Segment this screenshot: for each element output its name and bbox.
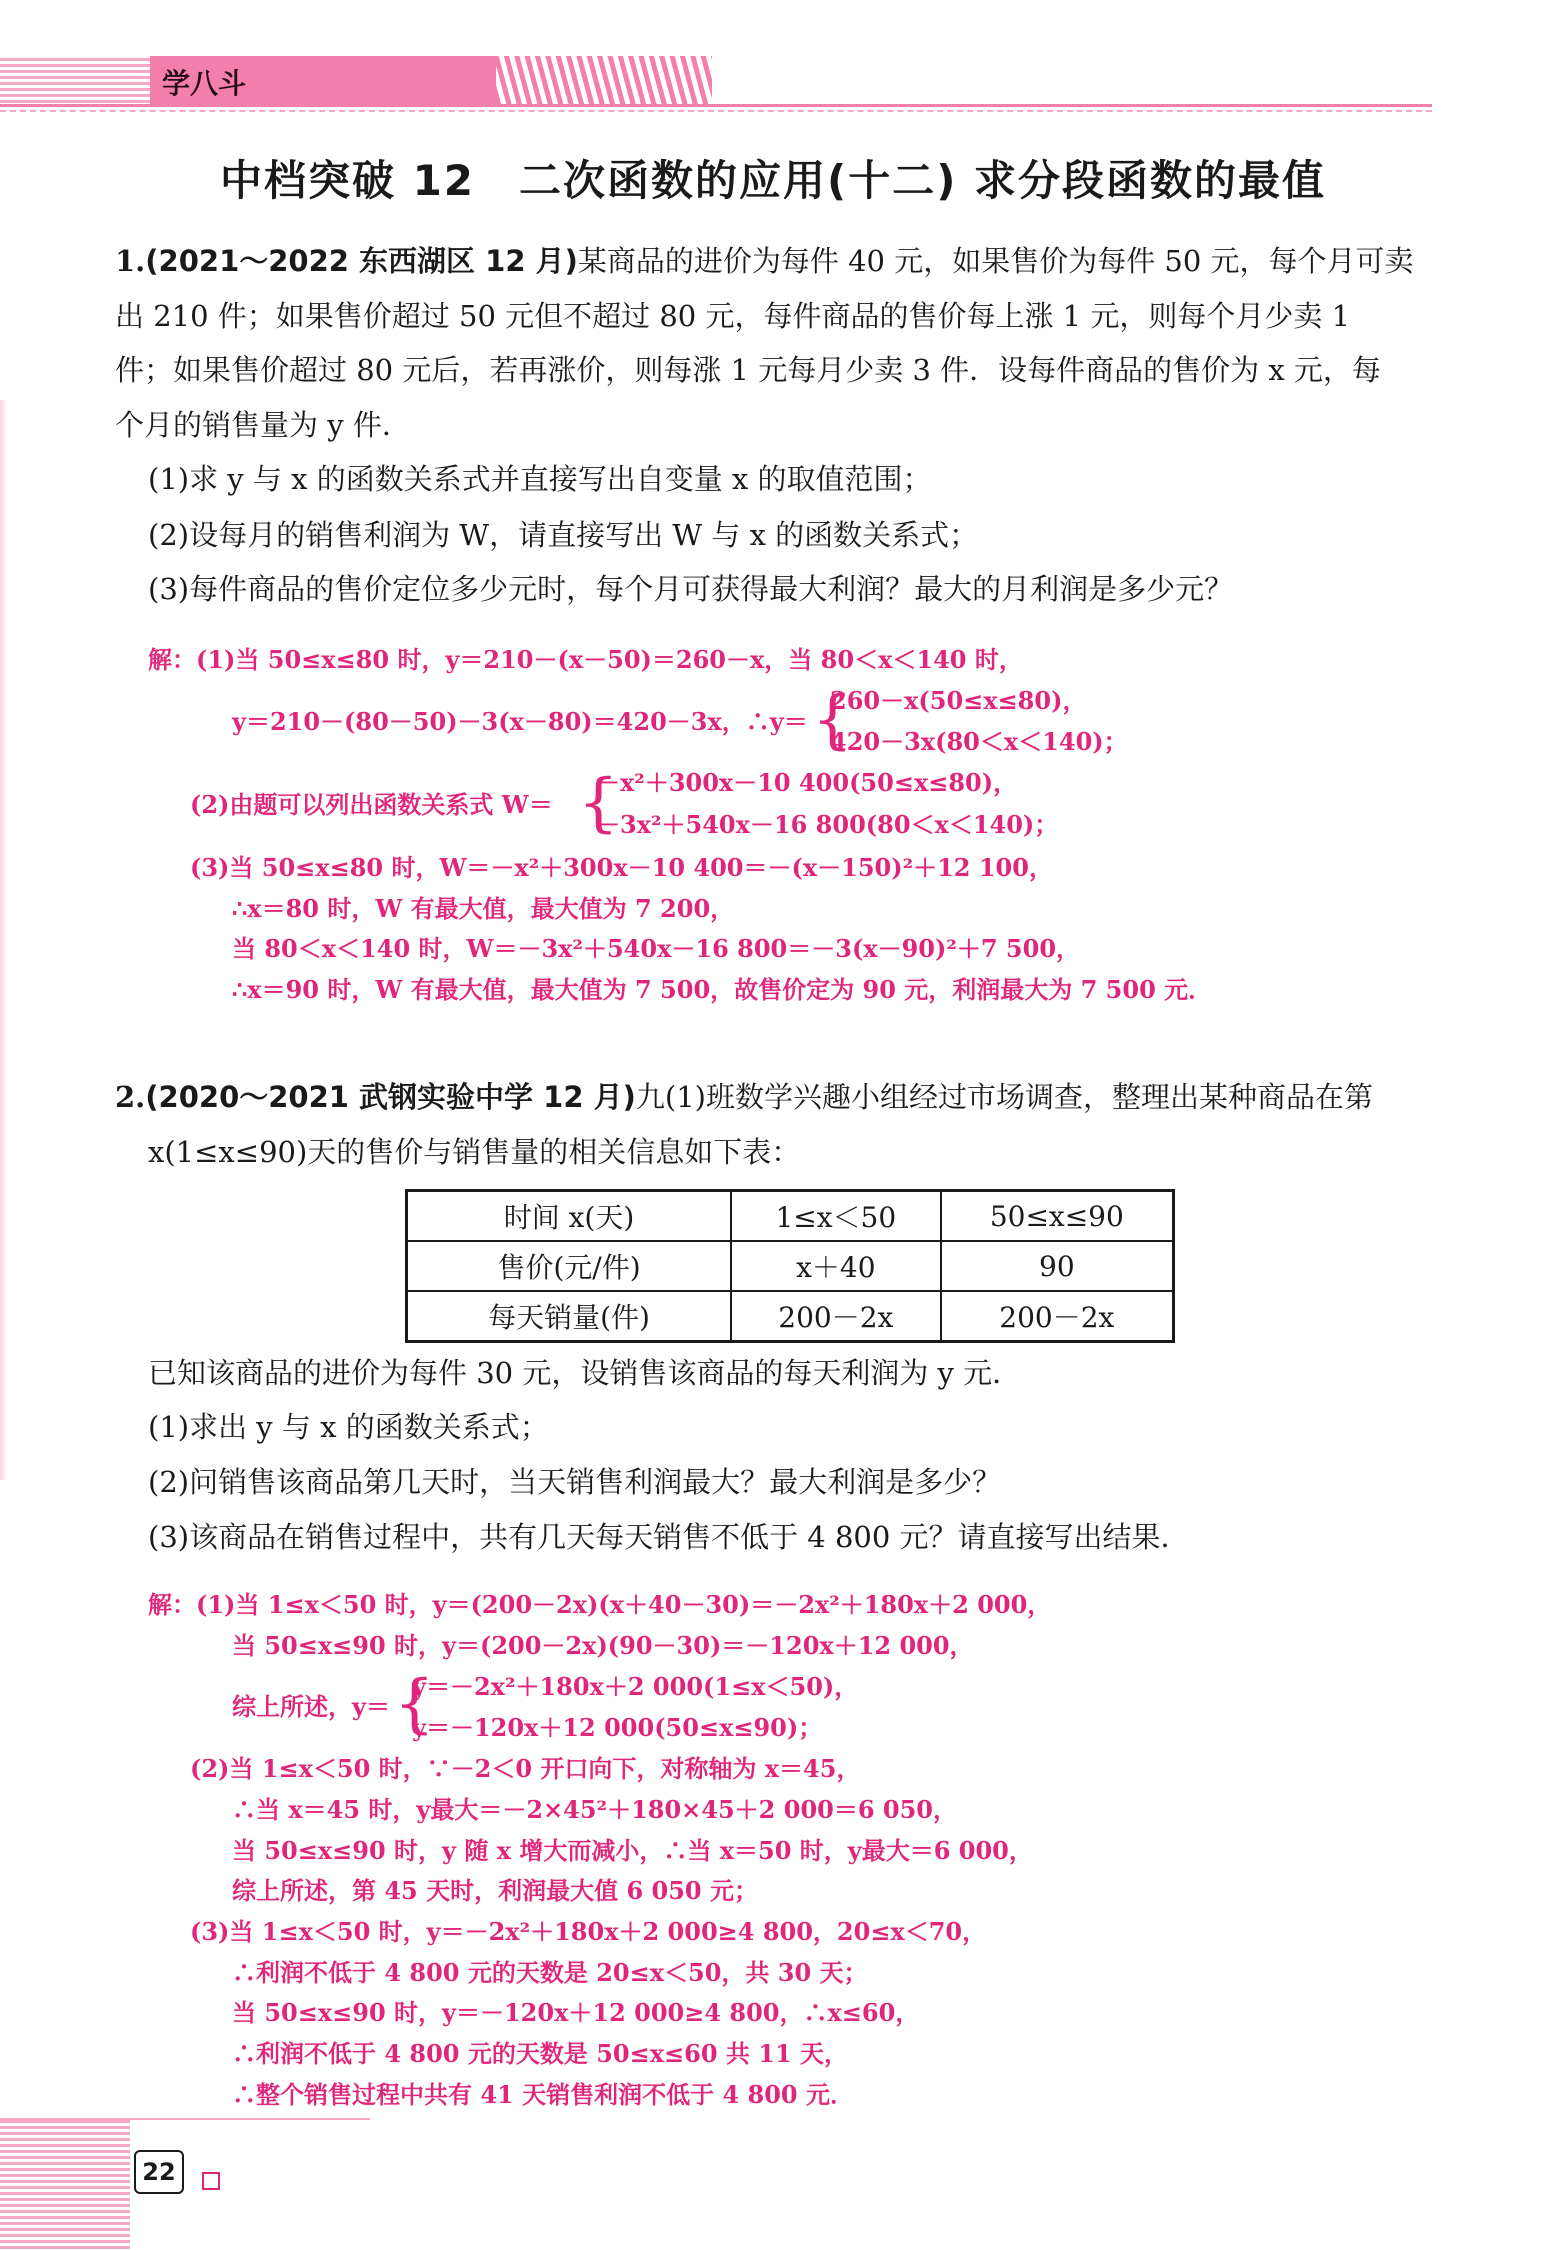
table-row xyxy=(407,1191,1174,1242)
problem2-q1: (1)求出 y 与 x 的函数关系式； xyxy=(148,1410,549,1444)
sol2-line12: ∴整个销售过程中共有 41 天销售利润不低于 4 800 元． xyxy=(232,2080,854,2109)
problem1-line4: 个月的销售量为 y 件． xyxy=(115,408,411,442)
sol1-line2: y＝210－(80－50)－3(x－80)＝420－3x，∴y＝ xyxy=(232,707,808,736)
sol2-case1: y＝－2x²＋180x＋2 000(1≤x＜50)， xyxy=(412,1672,859,1701)
problem2-line2: x(1≤x≤90)天的售价与销售量的相关信息如下表： xyxy=(148,1135,801,1169)
sol2-line6: 当 50≤x≤90 时，y 随 x 增大而减小，∴当 x＝50 时，y最大＝6 000， xyxy=(232,1836,1033,1865)
sol1-line7: ∴x＝90 时，W 有最大值，最大值为 7 500，故售价定为 90 元，利润最大为 7 500 元． xyxy=(232,975,1213,1004)
table-cell: 1≤x＜50 xyxy=(731,1191,941,1242)
problem1-source: (2021～2022 东西湖区 12 月) xyxy=(145,244,578,278)
table-cell: 200－2x xyxy=(731,1291,941,1342)
sol1-case2: 420－3x(80＜x＜140)； xyxy=(830,727,1128,756)
table-row xyxy=(407,1291,1174,1342)
sol1-case3: －x²＋300x－10 400(50≤x≤80)， xyxy=(596,768,1018,797)
sol2-line1: 解：(1)当 1≤x＜50 时，y＝(200－2x)(x＋40－30)＝－2x²＋180x＋2 000， xyxy=(148,1590,1052,1619)
table-cell: 时间 x(天) xyxy=(407,1191,732,1242)
footer-stripes xyxy=(0,2120,130,2250)
sol2-line11: ∴利润不低于 4 800 元的天数是 50≤x≤60 共 11 天， xyxy=(232,2039,849,2068)
problem1-line1 xyxy=(115,242,1435,280)
table-cell: 售价(元/件) xyxy=(407,1241,732,1291)
problem1-q1: (1)求 y 与 x 的函数关系式并直接写出自变量 x 的取值范围； xyxy=(148,462,932,496)
header-hatch xyxy=(496,56,712,104)
sol2-line4: (2)当 1≤x＜50 时，∵－2＜0 开口向下，对称轴为 x＝45， xyxy=(190,1754,861,1783)
table-cell: x＋40 xyxy=(731,1241,941,1291)
table-row xyxy=(407,1241,1174,1291)
sol2-line5: ∴当 x＝45 时，y最大＝－2×45²＋180×45＋2 000＝6 050， xyxy=(232,1795,957,1824)
table-cell: 90 xyxy=(941,1241,1174,1291)
price-volume-table xyxy=(405,1189,1175,1343)
problem1-text: 某商品的进价为每件 40 元，如果售价为每件 50 元，每个月可卖 xyxy=(577,244,1414,278)
sol2-brace: { xyxy=(394,1667,435,1741)
table-cell: 200－2x xyxy=(941,1291,1174,1342)
header-rule xyxy=(0,104,1432,107)
sol2-line7: 综上所述，第 45 天时，利润最大值 6 050 元； xyxy=(232,1876,758,1905)
table-cell: 50≤x≤90 xyxy=(941,1191,1174,1242)
problem1-q3: (3)每件商品的售价定位多少元时，每个月可获得最大利润？最大的月利润是多少元？ xyxy=(148,572,1234,606)
sol2-case2: y＝－120x＋12 000(50≤x≤90)； xyxy=(412,1713,823,1742)
problem2-text: 九(1)班数学兴趣小组经过市场调查，整理出某种商品在第 xyxy=(635,1080,1373,1114)
sol1-brace2: { xyxy=(578,766,619,840)
problem1-line2: 出 210 件；如果售价超过 50 元但不超过 80 元，每件商品的售价每上涨 1 元，则每个月少卖 1 xyxy=(115,299,1351,333)
sol1-line1: 解：(1)当 50≤x≤80 时，y＝210－(x－50)＝260－x，当 80＜x＜140 时， xyxy=(148,645,1023,674)
problem2-q3: (3)该商品在销售过程中，共有几天每天销售不低于 4 800 元？请直接写出结果． xyxy=(148,1520,1190,1554)
series-name: 学八斗 xyxy=(162,67,247,100)
sol1-brace: { xyxy=(812,683,853,757)
problem2-line1 xyxy=(115,1078,1435,1116)
sol1-line3: (2)由题可以列出函数关系式 W＝ xyxy=(190,790,553,819)
page-title: 中档突破 12 二次函数的应用(十二) 求分段函数的最值 xyxy=(219,156,1327,205)
problem2-q2: (2)问销售该商品第几天时，当天销售利润最大？最大利润是多少？ xyxy=(148,1465,1002,1499)
sol2-line2: 当 50≤x≤90 时，y＝(200－2x)(90－30)＝－120x＋12 000， xyxy=(232,1631,974,1660)
problem1-number: 1. xyxy=(115,244,146,278)
problem1-q2: (2)设每月的销售利润为 W，请直接写出 W 与 x 的函数关系式； xyxy=(148,518,979,552)
page-edge-shadow xyxy=(0,400,8,1480)
sol2-line8: (3)当 1≤x＜50 时，y＝－2x²＋180x＋2 000≥4 800，20≤x＜70， xyxy=(190,1917,987,1946)
header-dashed-rule xyxy=(0,110,1432,112)
header-tab xyxy=(150,56,496,104)
sol1-line4: (3)当 50≤x≤80 时，W＝－x²＋300x－10 400＝－(x－150)²＋12 100， xyxy=(190,853,1053,882)
problem2-source: (2020～2021 武钢实验中学 12 月) xyxy=(145,1080,636,1114)
sol1-line5: ∴x＝80 时，W 有最大值，最大值为 7 200， xyxy=(232,894,735,923)
sol1-line6: 当 80＜x＜140 时，W＝－3x²＋540x－16 800＝－3(x－90)²＋7 500， xyxy=(232,934,1081,963)
problem2-number: 2. xyxy=(115,1080,146,1114)
page-marker-square xyxy=(202,2172,220,2190)
problem1-line3: 件；如果售价超过 80 元后，若再涨价，则每涨 1 元每月少卖 3 件．设每件商品的售价为 x 元，每 xyxy=(115,353,1381,387)
page-number: 22 xyxy=(134,2150,184,2194)
sol2-line3: 综上所述，y＝ xyxy=(232,1692,390,1721)
table-cell: 每天销量(件) xyxy=(407,1291,732,1342)
problem2-given: 已知该商品的进价为每件 30 元，设销售该商品的每天利润为 y 元． xyxy=(148,1356,1022,1390)
sol1-case1: 260－x(50≤x≤80)， xyxy=(830,686,1087,715)
sol1-case4: －3x²＋540x－16 800(80＜x＜140)； xyxy=(596,810,1059,839)
header-stripes xyxy=(0,58,150,104)
sol2-line10: 当 50≤x≤90 时，y＝－120x＋12 000≥4 800，∴x≤60， xyxy=(232,1998,920,2027)
sol2-line9: ∴利润不低于 4 800 元的天数是 20≤x＜50，共 30 天； xyxy=(232,1958,868,1987)
